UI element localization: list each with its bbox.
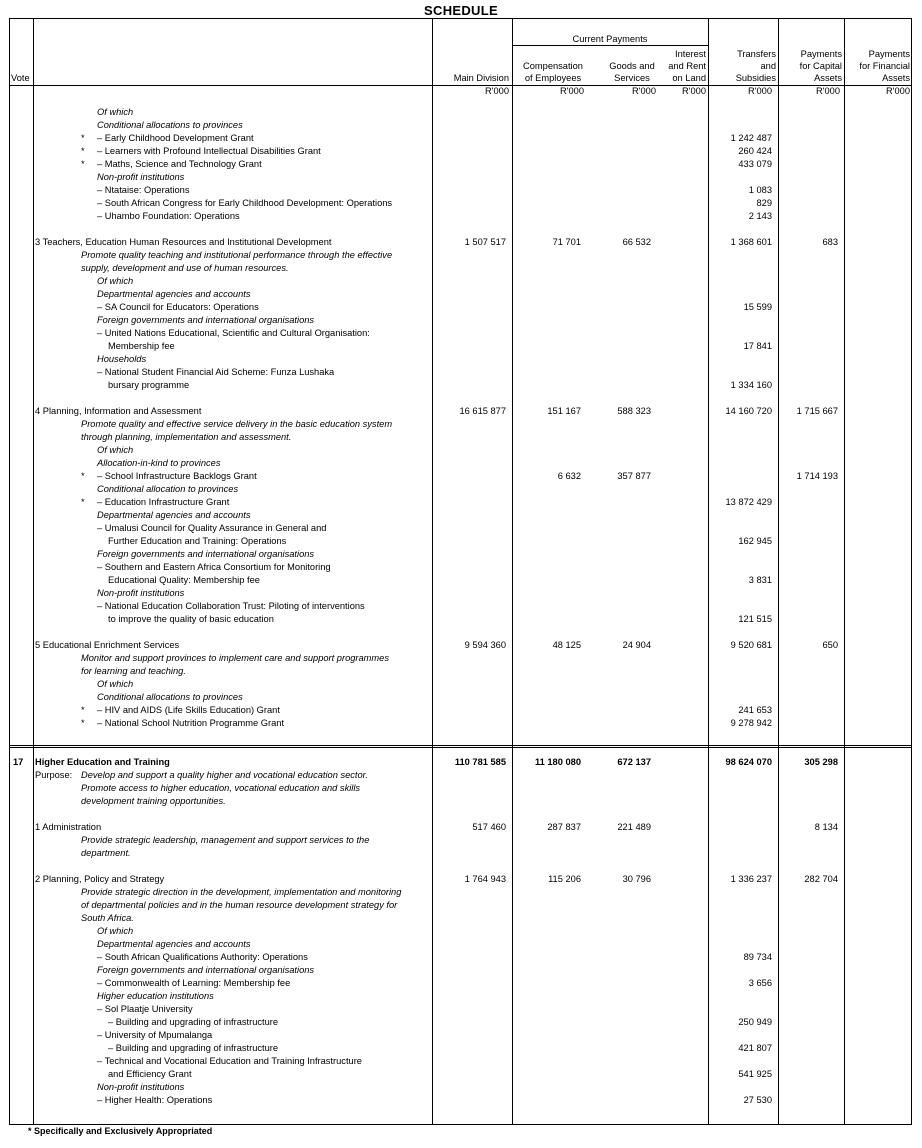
row-label: Promote quality and effective service delivery in the basic education system [81,419,393,429]
row-label: of departmental policies and in the human resource development strategy for [81,900,398,910]
transfers-value: 541 925 [738,1069,772,1079]
row-label: Conditional allocation to provinces [97,484,239,494]
row-label: Of which [97,926,134,936]
row-label: 2 Planning, Policy and Strategy [35,874,165,884]
col-line-comp [512,18,513,1125]
transfers-value: 89 734 [743,952,772,962]
capital-assets-value: 1 714 193 [796,471,838,481]
row-label: – SA Council for Educators: Operations [97,302,259,312]
transfers-value: 121 515 [738,614,772,624]
header-financial-1: Payments [868,49,910,59]
row-label: Non-profit institutions [97,172,185,182]
col-line-cap [844,18,845,1125]
transfers-value: 829 [756,198,772,208]
row-label: – Higher Health: Operations [97,1095,213,1105]
header-financial-2: for Financial [859,61,910,71]
appropriation-star-icon: * [81,471,85,481]
header-capital-3: Assets [814,73,842,83]
transfers-value: 1 242 487 [730,133,772,143]
units-financial: R'000 [885,86,910,96]
row-label: – National Education Collaboration Trust: Piloting of interventions [97,601,365,611]
row-label: Of which [97,276,134,286]
vote-separator-rule-a [9,745,912,746]
row-label: Departmental agencies and accounts [97,289,251,299]
row-label: Higher Education and Training [35,757,170,767]
transfers-value: 9 520 681 [730,640,772,650]
header-transfers-3: Subsidies [735,73,776,83]
goods-services-value: 357 877 [617,471,651,481]
row-label: Foreign governments and international organisations [97,315,315,325]
header-compensation-1: Compensation [523,61,583,71]
row-label: – Early Childhood Development Grant [97,133,254,143]
main-division-value: 1 507 517 [464,237,506,247]
transfers-value: 250 949 [738,1017,772,1027]
transfers-value: 17 841 [743,341,772,351]
goods-services-value: 24 904 [622,640,651,650]
header-transfers-1: Transfers [737,49,776,59]
row-label: Higher education institutions [97,991,214,1001]
row-label: Provide strategic leadership, management and support services to the [81,835,370,845]
row-label: Provide strategic direction in the development, implementation and monitoring [81,887,402,897]
row-label: – South African Congress for Early Childhood Development: Operations [97,198,393,208]
row-label: – South African Qualifications Authority: Operations [97,952,308,962]
compensation-value: 11 180 080 [534,757,581,767]
row-label: 5 Educational Enrichment Services [35,640,180,650]
transfers-value: 1 336 237 [730,874,772,884]
row-label: Develop and support a quality higher and vocational education sector. [81,770,369,780]
row-label: – Umalusi Council for Quality Assurance in General and [97,523,327,533]
row-label: – HIV and AIDS (Life Skills Education) Grant [97,705,280,715]
header-transfers-2: and [760,61,776,71]
compensation-value: 71 701 [552,237,581,247]
row-label: – National School Nutrition Programme Grant [97,718,285,728]
header-compensation-2: of Employees [524,73,582,83]
appropriation-star-icon: * [81,718,85,728]
row-label: Foreign governments and international organisations [97,965,315,975]
transfers-value: 1 368 601 [730,237,772,247]
units-interest: R'000 [681,86,706,96]
header-goods-2: Services [614,73,650,83]
row-label: – University of Mpumalanga [97,1030,213,1040]
row-label: – United Nations Educational, Scientific and Cultural Organisation: [97,328,370,338]
row-label: Non-profit institutions [97,588,185,598]
row-label: Promote quality teaching and institutional performance through the effective [81,250,393,260]
row-label: Allocation-in-kind to provinces [97,458,221,468]
row-label: bursary programme [108,380,190,390]
transfers-value: 98 624 070 [725,757,772,767]
row-label: – Learners with Profound Intellectual Disabilities Grant [97,146,321,156]
compensation-value: 115 206 [548,874,581,884]
header-interest-2: and Rent [668,61,706,71]
header-financial-3: Assets [882,73,910,83]
main-division-value: 9 594 360 [464,640,506,650]
compensation-value: 48 125 [552,640,581,650]
row-label: 1 Administration [35,822,102,832]
header-interest-1: Interest [674,49,706,59]
row-label: supply, development and use of human resources. [81,263,289,273]
capital-assets-value: 650 [822,640,838,650]
schedule-title: SCHEDULE [424,3,498,18]
header-vote: Vote [11,73,30,83]
row-label: Conditional allocations to provinces [97,120,243,130]
row-label: department. [81,848,131,858]
row-label: Departmental agencies and accounts [97,939,251,949]
transfers-value: 1 083 [748,185,772,195]
capital-assets-value: 683 [822,237,838,247]
row-label: – Education Infrastructure Grant [97,497,230,507]
row-label: Of which [97,679,134,689]
transfers-value: 433 079 [738,159,772,169]
transfers-value: 260 424 [738,146,772,156]
row-label: Of which [97,445,134,455]
row-label: – School Infrastructure Backlogs Grant [97,471,257,481]
row-label: Monitor and support provinces to implement care and support programmes [81,653,389,663]
units-transfers: R'000 [747,86,772,96]
compensation-value: 6 632 [557,471,581,481]
header-current-payments: Current Payments [572,34,648,44]
row-label: Promote access to higher education, vocational education and skills [81,783,361,793]
main-division-value: 1 764 943 [464,874,506,884]
row-label: – Building and upgrading of infrastructure [108,1017,279,1027]
units-goods: R'000 [631,86,656,96]
row-label: Educational Quality: Membership fee [108,575,260,585]
header-capital-2: for Capital [799,61,842,71]
compensation-value: 287 837 [547,822,581,832]
transfers-value: 2 143 [748,211,772,221]
goods-services-value: 672 137 [617,757,651,767]
appropriation-star-icon: * [81,146,85,156]
row-label: Membership fee [108,341,175,351]
header-interest-3: on Land [672,73,706,83]
transfers-value: 9 278 942 [730,718,772,728]
current-payments-rule [512,45,708,46]
capital-assets-value: 305 298 [804,757,838,767]
capital-assets-value: 8 134 [814,822,838,832]
header-main-division: Main Division [453,73,509,83]
footnote: * Specifically and Exclusively Appropriated [28,1126,213,1136]
goods-services-value: 588 323 [617,406,651,416]
row-label: Non-profit institutions [97,1082,185,1092]
row-label: – Maths, Science and Technology Grant [97,159,262,169]
row-label: Departmental agencies and accounts [97,510,251,520]
main-division-value: 110 781 585 [454,757,506,767]
col-line-vote [33,18,34,1125]
transfers-value: 162 945 [738,536,772,546]
vote-separator-rule-b [9,747,912,748]
row-label: – Building and upgrading of infrastructure [108,1043,279,1053]
row-label: Foreign governments and international organisations [97,549,315,559]
row-label: to improve the quality of basic education [108,614,274,624]
appropriation-star-icon: * [81,159,85,169]
header-goods-1: Goods and [609,61,655,71]
compensation-value: 151 167 [547,406,581,416]
row-label: Of which [97,107,134,117]
appropriation-star-icon: * [81,705,85,715]
appropriation-star-icon: * [81,497,85,507]
header-capital-1: Payments [800,49,842,59]
transfers-value: 14 160 720 [725,406,772,416]
row-label: – Uhambo Foundation: Operations [97,211,240,221]
row-label: through planning, implementation and assessment. [81,432,292,442]
appropriation-star-icon: * [81,133,85,143]
row-label: – Technical and Vocational Education and Training Infrastructure [97,1056,362,1066]
vote-number: 17 [13,757,24,767]
row-label: 4 Planning, Information and Assessment [35,406,202,416]
transfers-value: 241 653 [738,705,772,715]
units-capital: R'000 [815,86,840,96]
transfers-value: 27 530 [743,1095,772,1105]
row-label: – Commonwealth of Learning: Membership fee [97,978,291,988]
col-line-main [432,18,433,1125]
row-label: – Ntataise: Operations [97,185,190,195]
main-division-value: 16 615 877 [459,406,506,416]
main-division-value: 517 460 [472,822,506,832]
row-label: South Africa. [81,913,134,923]
transfers-value: 421 807 [738,1043,772,1053]
units-comp: R'000 [559,86,584,96]
col-line-trans [778,18,779,1125]
goods-services-value: 66 532 [622,237,651,247]
row-label: Households [97,354,147,364]
capital-assets-value: 282 704 [804,874,838,884]
transfers-value: 3 656 [748,978,772,988]
row-label: Conditional allocations to provinces [97,692,243,702]
row-label: development training opportunities. [81,796,226,806]
transfers-value: 3 831 [748,575,772,585]
row-label: for learning and teaching. [81,666,186,676]
transfers-value: 13 872 429 [725,497,772,507]
capital-assets-value: 1 715 667 [796,406,838,416]
row-label: Further Education and Training: Operations [108,536,287,546]
goods-services-value: 221 489 [617,822,651,832]
row-label: 3 Teachers, Education Human Resources and Institutional Development [35,237,332,247]
goods-services-value: 30 796 [622,874,651,884]
row-label: – National Student Financial Aid Scheme: Funza Lushaka [97,367,335,377]
row-label: Purpose: [35,770,73,780]
transfers-value: 1 334 160 [730,380,772,390]
row-label: – Southern and Eastern Africa Consortium for Monitoring [97,562,331,572]
transfers-value: 15 599 [743,302,772,312]
units-main: R'000 [484,86,509,96]
row-label: and Efficiency Grant [108,1069,192,1079]
row-label: – Sol Plaatje University [97,1004,193,1014]
